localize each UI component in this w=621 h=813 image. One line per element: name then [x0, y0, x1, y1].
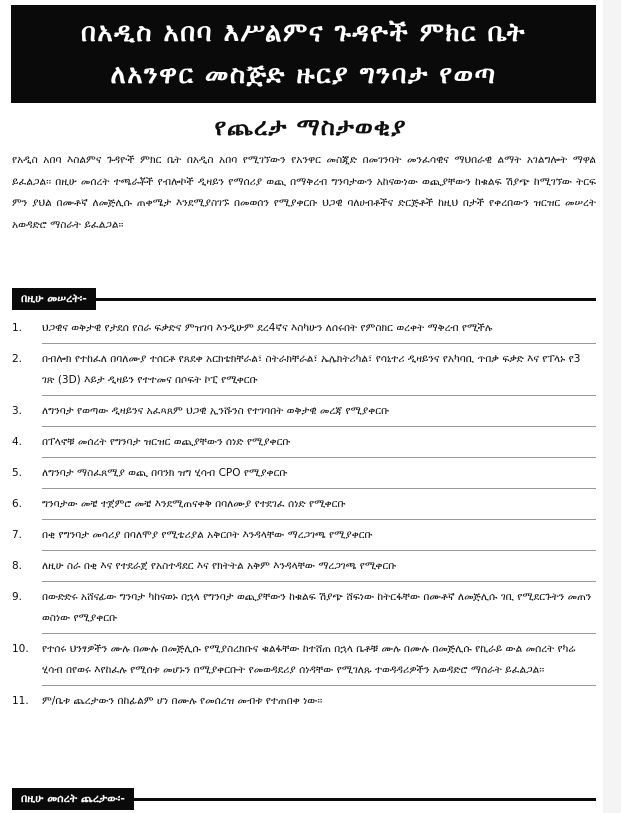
item-divider — [42, 488, 596, 489]
item-number: 7. — [12, 529, 23, 541]
header-banner — [11, 5, 596, 103]
page-edge — [603, 0, 621, 813]
requirements-list — [12, 318, 596, 712]
item-text: በብሎክ የተከፈለ በባለሙያ ተሰርቶ የጸደቀ አርክቴክቸራል፣ ስትራክቸራል፣ ኤሌክትሪካል፣ የሳኒተሪ ዲዛይንና የአካባቢ ጥበቃ ፍቃድ እና የፐላኑ የ3 ገጽ (3D) እይታ ዲዛይን የተተመና በሶፍት ኮፒ የሚቀርቡ — [42, 353, 581, 386]
list-item — [12, 401, 596, 422]
section-label: በዚሁ መሰረት ጨረታው፡- — [12, 788, 134, 810]
item-divider — [42, 457, 596, 458]
item-divider — [42, 550, 596, 551]
item-number: 8. — [12, 560, 23, 572]
item-text: ለግንባታ ማስፈጸሚያ ወጪ በባንክ ዝግ ሂሳብ CPO የሚያቀርቡ — [42, 467, 288, 479]
list-item — [12, 587, 596, 629]
item-text: በፐላኖቹ መሰረት የግንባታ ዝርዝር ወጪያቸውን ሰነድ የሚያቀርቡ — [42, 436, 291, 448]
section-rule — [12, 298, 596, 301]
item-divider — [42, 426, 596, 427]
list-item — [12, 639, 596, 681]
section-label: በዚሁ መሠረት፡- — [12, 288, 96, 310]
item-text: ለግንባታ የወጣው ዲዛይንና አፈጻጸም ህጋዊ ኢንሹንስ የተገባበት ወቅታዊ መረጃ የሚያቀርቡ — [42, 405, 390, 417]
list-item — [12, 691, 596, 712]
item-text: ግንባታው መቼ ተጀምሮ መቼ እንደሚጠናቀቅ በባለሙያ የተደገፈ ሰነድ የሚቀርቡ — [42, 498, 346, 510]
item-number: 3. — [12, 405, 23, 417]
item-text: በቂ የግንባታ መሳሪያ በባለሞያ የሚቴሪያል አቅርቦት እንዳላቸው ማረጋገጫ የሚያቀርቡ — [42, 529, 373, 541]
item-number: 11. — [12, 695, 29, 707]
intro-paragraph: የአዲስ አበባ እስልምና ጉዳዮች ምክር ቤት በአዲስ አበባ የሚገኘውን የአንዋር መስጂድ በመገንባት መንፈሳዊና ማህበራዊ ልማት አገልግሎት ማዋል ይፈልጋል፡፡ በዚሁ መሰረት ተጫራቾች የብሎኮች ዲዛይን የማሰሪያ ወጪ በማቅረብ ግንባታውን አከናውነው ወጪያቸውን ከቁልፍ ሽያጭ ከሚገኘው ትርፍ ምን ያህል በሙቶኛ ለመጅሊሱ ጠቀሜታ እንደሚያስገኙ በመወሰን የሚያቀርቡ ህጋዊ ባለሀብቶችና ድርጅቶች ከዚህ በታች የቀረበውን ዝርዝር መሠረት አወዳድሮ ማስራት ይፈልጋል፡፡ — [12, 154, 596, 231]
item-text: በውድድሩ አሸናፊው ግንባታ ካከናወኑ በኋላ የግንባታ ወጪያቸውን ከቁልፍ ሽያጭ ሸፍነው ከትርፋቸው በሙቶኛ ለመጅሊሱ ገቢ የሚደርጉትን መጠን ወስነው የሚያቀርቡ — [42, 591, 592, 624]
list-item — [12, 432, 596, 453]
item-divider — [42, 343, 596, 344]
item-number: 2. — [12, 353, 23, 365]
item-number: 6. — [12, 498, 23, 510]
list-item — [12, 463, 596, 484]
list-item — [12, 318, 596, 339]
announcement-title: የጨረታ ማስታወቂያ — [214, 113, 407, 141]
item-divider — [42, 633, 596, 634]
item-number: 5. — [12, 467, 23, 479]
item-divider — [42, 685, 596, 686]
list-item — [12, 494, 596, 515]
item-divider — [42, 519, 596, 520]
item-number: 9. — [12, 591, 23, 603]
list-item — [12, 556, 596, 577]
list-item — [12, 349, 596, 391]
item-divider — [42, 581, 596, 582]
item-text: ህጋዊና ወቅታዊ የታደሰ የስራ ፍቃድና ምዝገባ እንዲሁም ደረ4ኛና እስካሁን ለሰሩበት የምስክር ወረቀት ማቅረብ የሚችሉ — [42, 322, 493, 334]
section-heading-requirements — [12, 288, 596, 310]
item-number: 4. — [12, 436, 23, 448]
item-text: ለዚሁ ስራ በቂ እና የተደራጀ የአስተዳደር እና የክትትል አቅም እንዳላቸው ማረጋገጫ የሚቀርቡ — [42, 560, 397, 572]
banner-line-2: ለአንዋር መስጅድ ዙርያ ግንባታ የወጣ — [110, 60, 497, 90]
item-text: የተሰሩ ህንፃዎችን ሙሉ በሙሉ በመጅሊሱ የሚያስረክቡና ቁልፋቸው ከተሸጠ በኋላ ቤቶቹ ሙሉ በሙሉ በመጅሊሱ የኪራይ ውል መሰረት የካሬ ሂሳብ በየወሩ እየከፈሉ የሚሰቱ መሆኑን በሚያቀርቡት የመወዳደሪያ ሰነዳቸው የሚገለጹ ተወዳዳሪዎችን አወዳድሮ ማሰራት ይፈልጋል፡፡ — [42, 643, 576, 676]
item-divider — [42, 395, 596, 396]
item-number: 10. — [12, 643, 29, 655]
section-heading-tender — [12, 788, 596, 810]
list-item — [12, 525, 596, 546]
item-text: ም/ቤቱ ጨረታውን በከፊልም ሆነ በሙሉ የመሰረዝ መብቱ የተጠበቀ ነው፡፡ — [42, 695, 323, 707]
banner-line-1: በአዲስ አበባ እሥልምና ጉዳዮች ምክር ቤት — [81, 18, 526, 48]
item-number: 1. — [12, 322, 23, 334]
